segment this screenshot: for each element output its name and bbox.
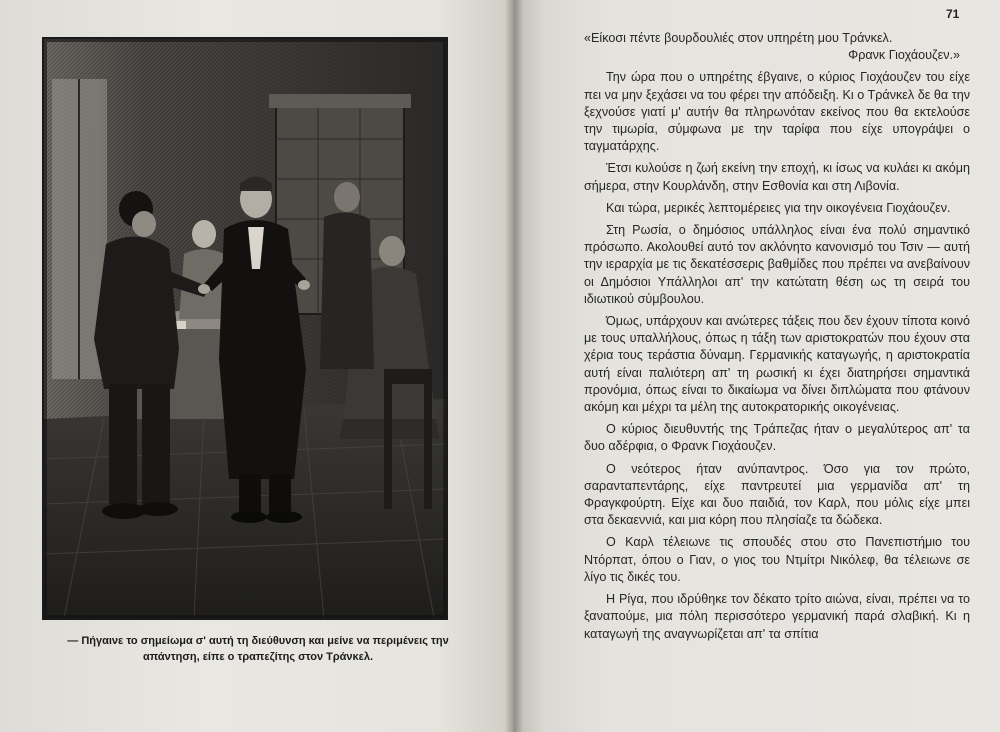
chapter-text bbox=[584, 30, 970, 648]
book-gutter bbox=[505, 0, 523, 732]
paragraph: Στη Ρωσία, ο δημόσιος υπάλληλος είναι ένα πολύ σημαντικό πρόσωπο. Ακολουθεί αυτό τον ακλόνητο κανονισμό του Τσιν — αυτή την ιεραρχία με τις δεκατέσσερις βαθμίδες που πρέπει να ανεβαίνουν οι Δημόσιοι Υπάλληλοι απ' την κατώτατη θέση ως τη σειρά του ιδιωτικού σύμβουλου. bbox=[584, 223, 970, 306]
quoted-note-line: «Είκοσι πέντε βουρδουλιές στον υπηρέτη μου Τράνκελ. bbox=[584, 31, 893, 45]
paragraph: Όμως, υπάρχουν και ανώτερες τάξεις που δεν έχουν τίποτα κοινό με τους υπαλλήλους, όπως η τάξη των αριστοκρατών που έχουν στα χέρια τους τεράστια δύναμη. Γερμανικής καταγωγής, η αριστοκρατία αυτή είναι παλιότερη απ' τη ρωσική κι έχει διατηρήσει σημαντικά προνόμια, όπως είναι το δικαίωμα να δίνει διπλώματα που φτάνουν ακόμη και μέχρι τα μέλη της αυτοκρατορικής οικογένειας. bbox=[584, 314, 970, 415]
quoted-note bbox=[584, 30, 970, 64]
illustration-caption: — Πήγαινε το σημείωμα σ' αυτή τη διεύθυνση και μείνε να περιμένεις την απάντηση, είπε ο τραπεζίτης στον Τράνκελ. bbox=[67, 635, 449, 663]
quoted-note-signature: Φρανκ Γιοχάουζεν.» bbox=[848, 48, 960, 63]
page-number: 71 bbox=[946, 7, 960, 21]
paragraph: Η Ρίγα, που ιδρύθηκε τον δέκατο τρίτο αιώνα, είναι, πρέπει να το ξαναπούμε, μια πόλη περισσότερο γερμανική παρά σλαβική. Κι η καταγωγή της αναγνωρίζεται απ' τα σπίτια bbox=[584, 592, 970, 641]
paragraph: Έτσι κυλούσε η ζωή εκείνη την εποχή, κι ίσως να κυλάει κι ακόμη σήμερα, στην Κουρλάνδη, στην Εσθονία και στη Λιβονία. bbox=[584, 161, 970, 193]
paragraph: Και τώρα, μερικές λεπτομέρειες για την οικογένεια Γιοχάουζεν. bbox=[606, 200, 951, 215]
paragraph: Την ώρα που ο υπηρέτης έβγαινε, ο κύριος Γιοχάουζεν του είχε πει να μην ξεχάσει να του φέρει την απόδειξη. Κι ο Τράνκελ δε θα την ξεχνούσε γιατί μ' αυτήν θα πληρωνόταν εκείνος που θα εκτελούσε την τιμωρία, σύμφωνα με την ταρίφα που είχε υπογράψει ο ταγματάρχης. bbox=[584, 70, 970, 154]
paragraph: Ο κύριος διευθυντής της Τράπεζας ήταν ο μεγαλύτερος απ' τα δυο αδέρφια, ο Φρανκ Γιοχάουζεν. bbox=[584, 422, 970, 454]
paragraph: Ο νεότερος ήταν ανύπαντρος. Όσο για τον πρώτο, σαρανταπεντάρης, είχε παντρευτεί μια γερμανίδα απ' τη Φραγκφούρτη. Είχε και δυο παιδιά, τον Καρλ, που μόλις είχε μπει στα δεκαεννιά, και μια κόρη που πλησίαζε τα δώδεκα. bbox=[584, 461, 970, 528]
engraving-illustration bbox=[42, 37, 448, 620]
engraving-scene bbox=[44, 39, 446, 618]
paragraph: Ο Καρλ τέλειωνε τις σπουδές στου στο Πανεπιστήμιο του Ντόρπατ, όπου ο Γιαν, ο γιος του Ντμίτρι Νικόλεφ, θα τέλειωνε σε λίγο τις δικές του. bbox=[584, 535, 970, 584]
